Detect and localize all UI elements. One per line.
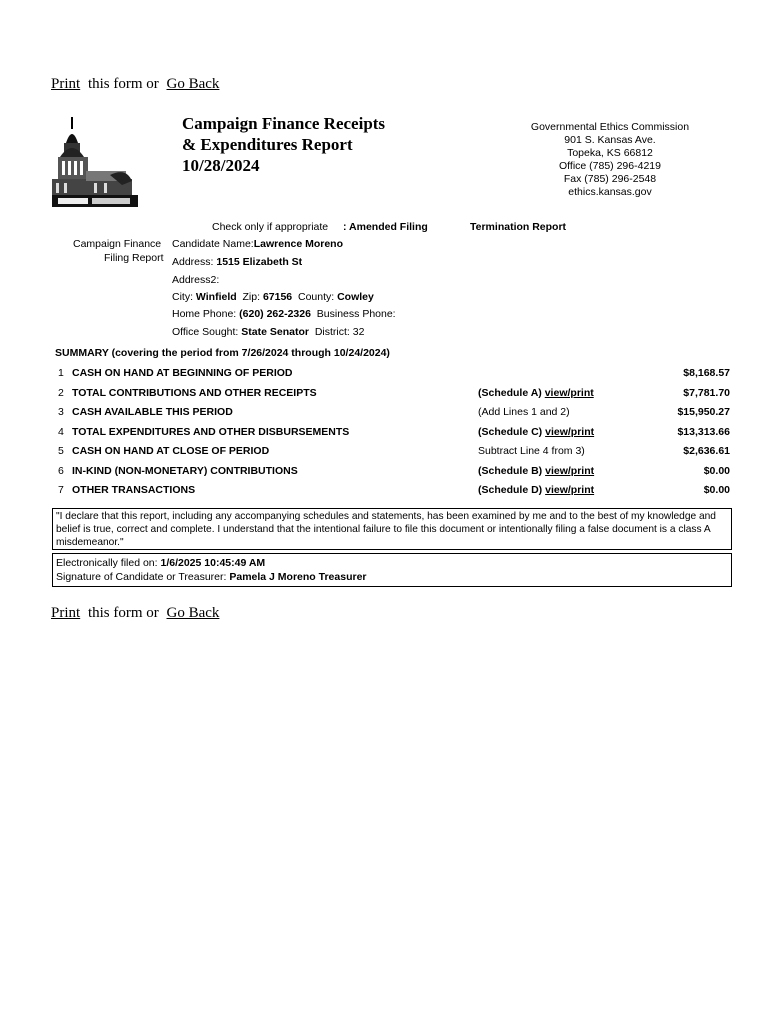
summary-row xyxy=(55,384,735,404)
zip-value: 67156 xyxy=(262,291,293,303)
summary-row-number: 7 xyxy=(58,484,64,496)
signature-label: Signature of Candidate or Treasurer: xyxy=(56,571,227,583)
summary-table xyxy=(55,364,735,501)
nav-separator-text-bottom: this form or xyxy=(87,605,159,621)
summary-row xyxy=(55,442,735,462)
summary-row xyxy=(55,423,735,443)
city-label: City: xyxy=(172,291,193,303)
side-label-campaign-finance: Campaign Finance xyxy=(73,238,162,250)
schedule-label: (Add Lines 1 and 2) xyxy=(478,406,570,418)
summary-row-schedule xyxy=(478,445,585,457)
agency-info xyxy=(520,121,700,199)
schedule-label: (Schedule D) xyxy=(478,484,543,496)
schedule-label: Subtract Line 4 from 3) xyxy=(478,445,585,457)
office-sought-value: State Senator xyxy=(241,326,309,338)
zip-label: Zip: xyxy=(242,291,261,303)
summary-row-amount: $2,636.61 xyxy=(683,445,730,457)
summary-row-amount: $15,950.27 xyxy=(677,406,730,418)
schedule-label: (Schedule A) xyxy=(478,386,542,399)
summary-row-number: 5 xyxy=(58,445,64,457)
bottom-nav xyxy=(51,605,219,622)
county-label: County: xyxy=(297,291,335,303)
address2-label: Address2: xyxy=(172,274,220,286)
view-print-link[interactable]: view/print xyxy=(545,464,595,477)
signature-value: Pamela J Moreno Treasurer xyxy=(229,571,367,583)
check-instruction: Check only if appropriate xyxy=(212,221,329,233)
county-value: Cowley xyxy=(337,291,374,303)
summary-row-number: 6 xyxy=(58,464,64,477)
schedule-label: (Schedule C) xyxy=(478,425,543,438)
summary-row-schedule xyxy=(478,426,594,438)
address-label: Address: xyxy=(172,256,214,268)
top-nav xyxy=(51,76,219,93)
view-print-link[interactable]: view/print xyxy=(545,425,595,438)
summary-row xyxy=(55,462,735,482)
summary-row-amount: $13,313.66 xyxy=(677,425,730,438)
summary-row-label: CASH ON HAND AT BEGINNING OF PERIOD xyxy=(72,367,293,379)
nav-separator-text: this form or xyxy=(87,76,159,92)
filing-signature-box xyxy=(52,553,732,587)
summary-row-amount: $0.00 xyxy=(703,484,730,496)
kansas-capitol-logo xyxy=(52,115,138,213)
summary-row-amount: $0.00 xyxy=(703,464,730,477)
summary-row-label: IN-KIND (NON-MONETARY) CONTRIBUTIONS xyxy=(72,464,298,477)
office-sought-label: Office Sought: xyxy=(172,326,239,338)
view-print-link[interactable]: view/print xyxy=(544,386,594,399)
address-line xyxy=(172,256,302,268)
candidate-name-label: Candidate Name: xyxy=(172,238,254,250)
summary-row-schedule xyxy=(478,484,594,496)
report-title-line-1: Campaign Finance Receipts xyxy=(182,114,386,133)
summary-row-amount: $7,781.70 xyxy=(683,386,730,399)
address-value: 1515 Elizabeth St xyxy=(216,256,303,268)
summary-row-schedule xyxy=(478,387,594,399)
filed-label: Electronically filed on: xyxy=(56,557,158,569)
city-line xyxy=(172,291,374,303)
candidate-name-value: Lawrence Moreno xyxy=(253,238,343,250)
summary-row-label: TOTAL CONTRIBUTIONS AND OTHER RECEIPTS xyxy=(72,386,317,399)
print-link[interactable]: Print xyxy=(51,76,81,92)
summary-row-schedule xyxy=(478,465,594,477)
agency-office-phone: Office (785) 296-4219 xyxy=(559,160,661,172)
declaration-box: "I declare that this report, including any accompanying schedules and statements, has been examined by me and to the best of my knowledge and belief is true, correct and complete. I understand that the intentional failure to file this document or intentionally filing a false document is a class A misdemeanor." xyxy=(52,508,732,550)
summary-row-number: 3 xyxy=(58,406,64,418)
print-link-bottom[interactable]: Print xyxy=(51,605,81,621)
filed-line xyxy=(56,556,728,570)
office-line xyxy=(172,326,364,338)
termination-report-option: Termination Report xyxy=(470,221,567,233)
report-title-block xyxy=(182,113,385,176)
view-print-link[interactable]: view/print xyxy=(545,484,595,496)
report-title-line-2: & Expenditures Report xyxy=(182,135,353,154)
signature-line xyxy=(56,570,728,584)
agency-street: 901 S. Kansas Ave. xyxy=(564,134,656,146)
amended-checkbox[interactable]: : xyxy=(343,221,347,233)
schedule-label: (Schedule B) xyxy=(478,464,543,477)
summary-row-number: 1 xyxy=(58,367,64,379)
summary-row xyxy=(55,364,735,384)
summary-row-number: 2 xyxy=(58,386,64,399)
summary-row-schedule xyxy=(478,406,570,418)
candidate-name-line xyxy=(172,238,343,250)
summary-row-label: CASH ON HAND AT CLOSE OF PERIOD xyxy=(72,445,270,457)
go-back-link[interactable]: Go Back xyxy=(166,76,220,92)
summary-row-amount: $8,168.57 xyxy=(683,367,730,379)
agency-name: Governmental Ethics Commission xyxy=(530,121,690,133)
go-back-link-bottom[interactable]: Go Back xyxy=(166,605,220,621)
district-label: District: xyxy=(314,326,350,338)
side-label-filing-report: Filing Report xyxy=(104,252,164,264)
summary-row xyxy=(55,481,735,501)
report-date: 10/28/2024 xyxy=(182,156,260,175)
business-phone-label: Business Phone: xyxy=(316,308,396,320)
summary-heading: SUMMARY (covering the period from 7/26/2024 through 10/24/2024) xyxy=(55,347,390,359)
home-phone-value: (620) 262-2326 xyxy=(239,308,311,320)
amended-filing-option xyxy=(343,221,428,233)
summary-row-number: 4 xyxy=(58,425,64,438)
amended-filing-label: Amended Filing xyxy=(349,221,428,233)
summary-row-label: OTHER TRANSACTIONS xyxy=(72,484,196,496)
agency-city: Topeka, KS 66812 xyxy=(567,147,653,159)
district-value: 32 xyxy=(352,326,365,338)
summary-row-label: CASH AVAILABLE THIS PERIOD xyxy=(72,406,233,418)
summary-row xyxy=(55,403,735,423)
phone-line xyxy=(172,308,396,320)
agency-fax: Fax (785) 296-2548 xyxy=(563,173,657,185)
filed-value: 1/6/2025 10:45:49 AM xyxy=(160,557,266,569)
home-phone-label: Home Phone: xyxy=(172,308,237,320)
agency-website: ethics.kansas.gov xyxy=(568,186,652,198)
summary-row-label: TOTAL EXPENDITURES AND OTHER DISBURSEMENTS xyxy=(72,425,350,438)
city-value: Winfield xyxy=(195,291,237,303)
